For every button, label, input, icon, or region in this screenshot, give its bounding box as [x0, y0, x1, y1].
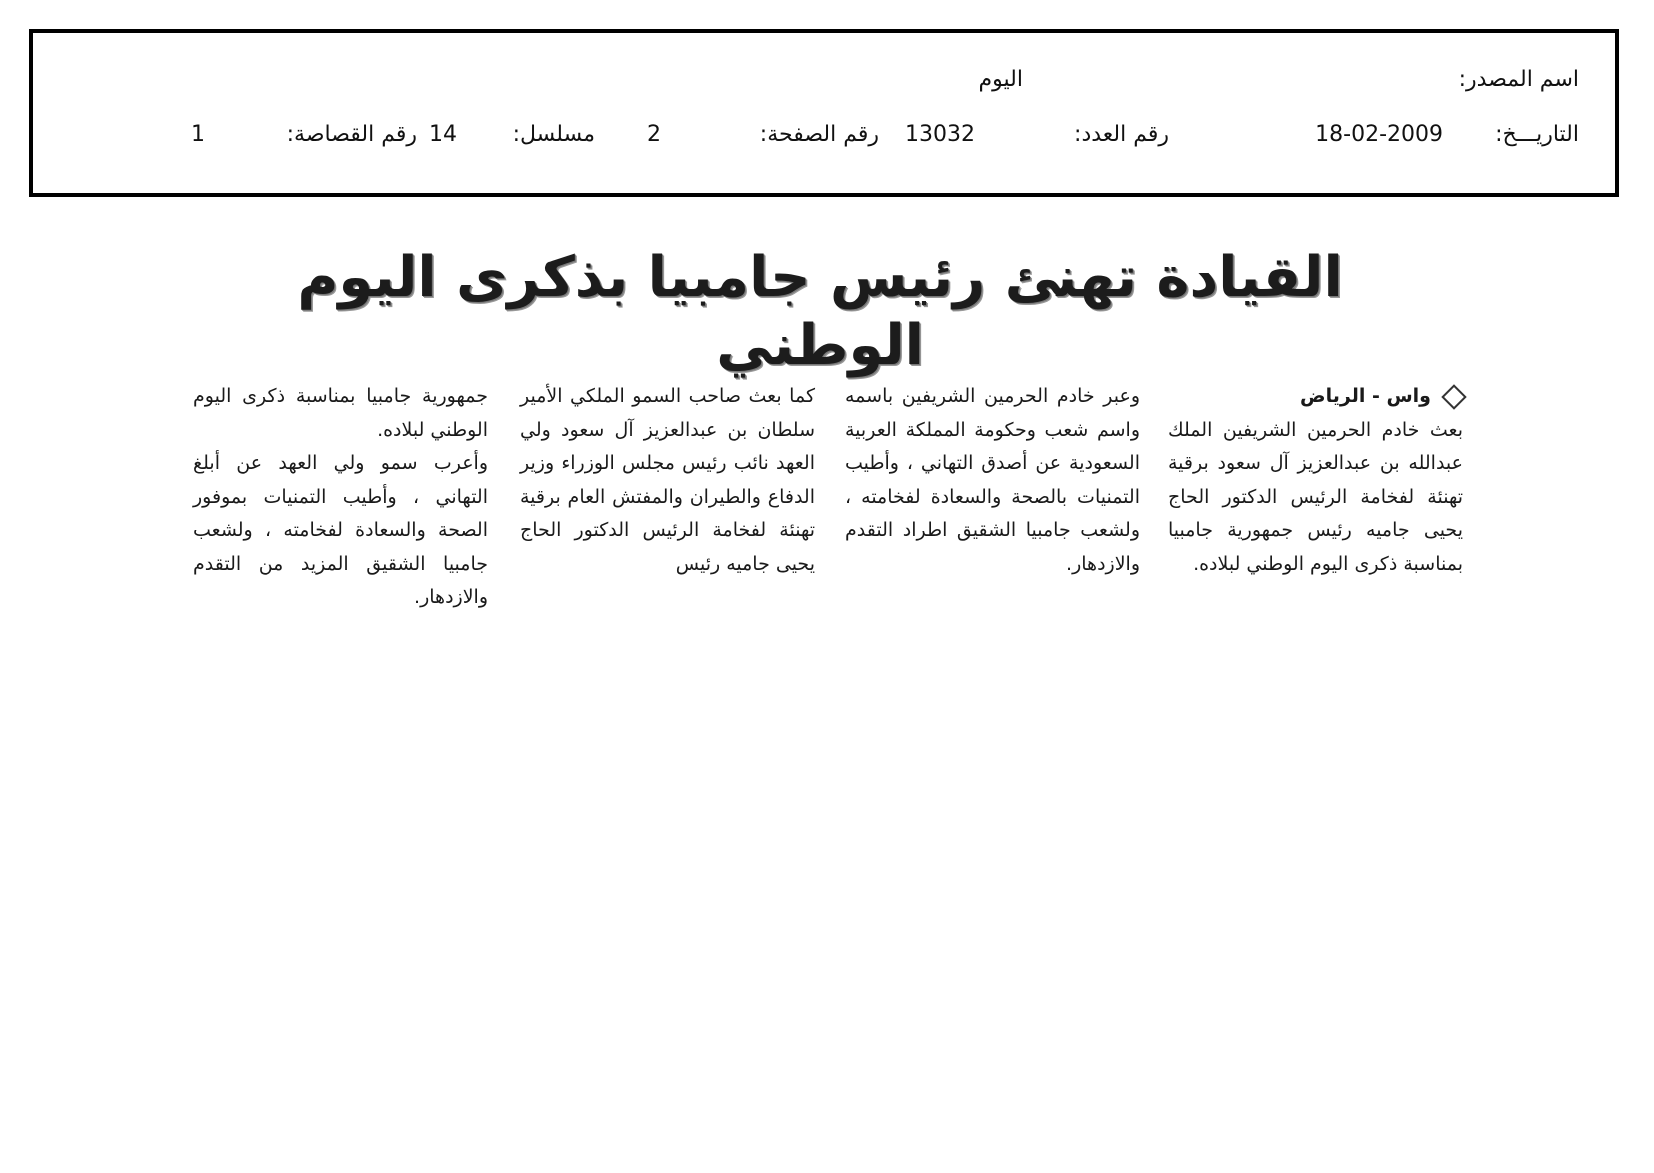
article-paragraph: وعبر خادم الحرمين الشريفين باسمه واسم شعب وحكومة المملكة العربية السعودية عن أصدق التهاني ، وأطيب التمنيات بالصحة والسعادة لفخامته ، ولشعب جامبيا الشقيق اطراد التقدم والازدهار. [845, 385, 1140, 575]
article-byline: واس - الرياض [1300, 385, 1431, 407]
page-value: 2 [647, 122, 661, 147]
diamond-ornament-icon [1441, 384, 1466, 409]
serial-value: 14 [429, 122, 457, 147]
date-label: التاريـــخ: [1495, 122, 1579, 147]
article-paragraph: كما بعث صاحب السمو الملكي الأمير سلطان بن عبدالعزيز آل سعود ولي العهد نائب رئيس مجلس الوزراء وزير الدفاع والطيران والمفتش العام برقية تهنئة لفخامة الرئيس الدكتور الحاج يحيى جاميه رئيس [520, 385, 815, 575]
issue-label: رقم العدد: [1074, 122, 1169, 147]
clip-label: رقم القصاصة: [286, 122, 417, 147]
byline-line [1168, 380, 1463, 414]
article-column-4 [193, 380, 488, 615]
page-label: رقم الصفحة: [759, 122, 879, 147]
article-column-1 [1168, 380, 1463, 581]
clip-value: 1 [191, 122, 205, 147]
article-paragraph: وأعرب سمو ولي العهد عن أبلغ التهاني ، وأطيب التمنيات بموفور الصحة والسعادة لفخامته ، ولشعب جامبيا الشقيق المزيد من التقدم والازدهار. [193, 452, 488, 608]
article-column-3 [520, 380, 815, 581]
article-paragraph: بعث خادم الحرمين الشريفين الملك عبدالله بن عبدالعزيز آل سعود برقية تهنئة لفخامة الرئيس الدكتور الحاج يحيى جاميه رئيس جمهورية جامبيا بمناسبة ذكرى اليوم الوطني لبلاده. [1168, 418, 1463, 575]
date-value: 18-02-2009 [1315, 122, 1443, 147]
issue-value: 13032 [905, 122, 975, 147]
source-value: اليوم [978, 67, 1023, 92]
article-paragraph: جمهورية جامبيا بمناسبة ذكرى اليوم الوطني لبلاده. [193, 385, 488, 441]
source-label: اسم المصدر: [1458, 67, 1579, 92]
clipping-header [29, 29, 1619, 197]
serial-label: مسلسل: [512, 122, 595, 147]
article-column-2 [845, 380, 1140, 581]
article-headline: القيادة تهنئ رئيس جامبيا بذكرى اليوم الوطني [297, 245, 1343, 379]
